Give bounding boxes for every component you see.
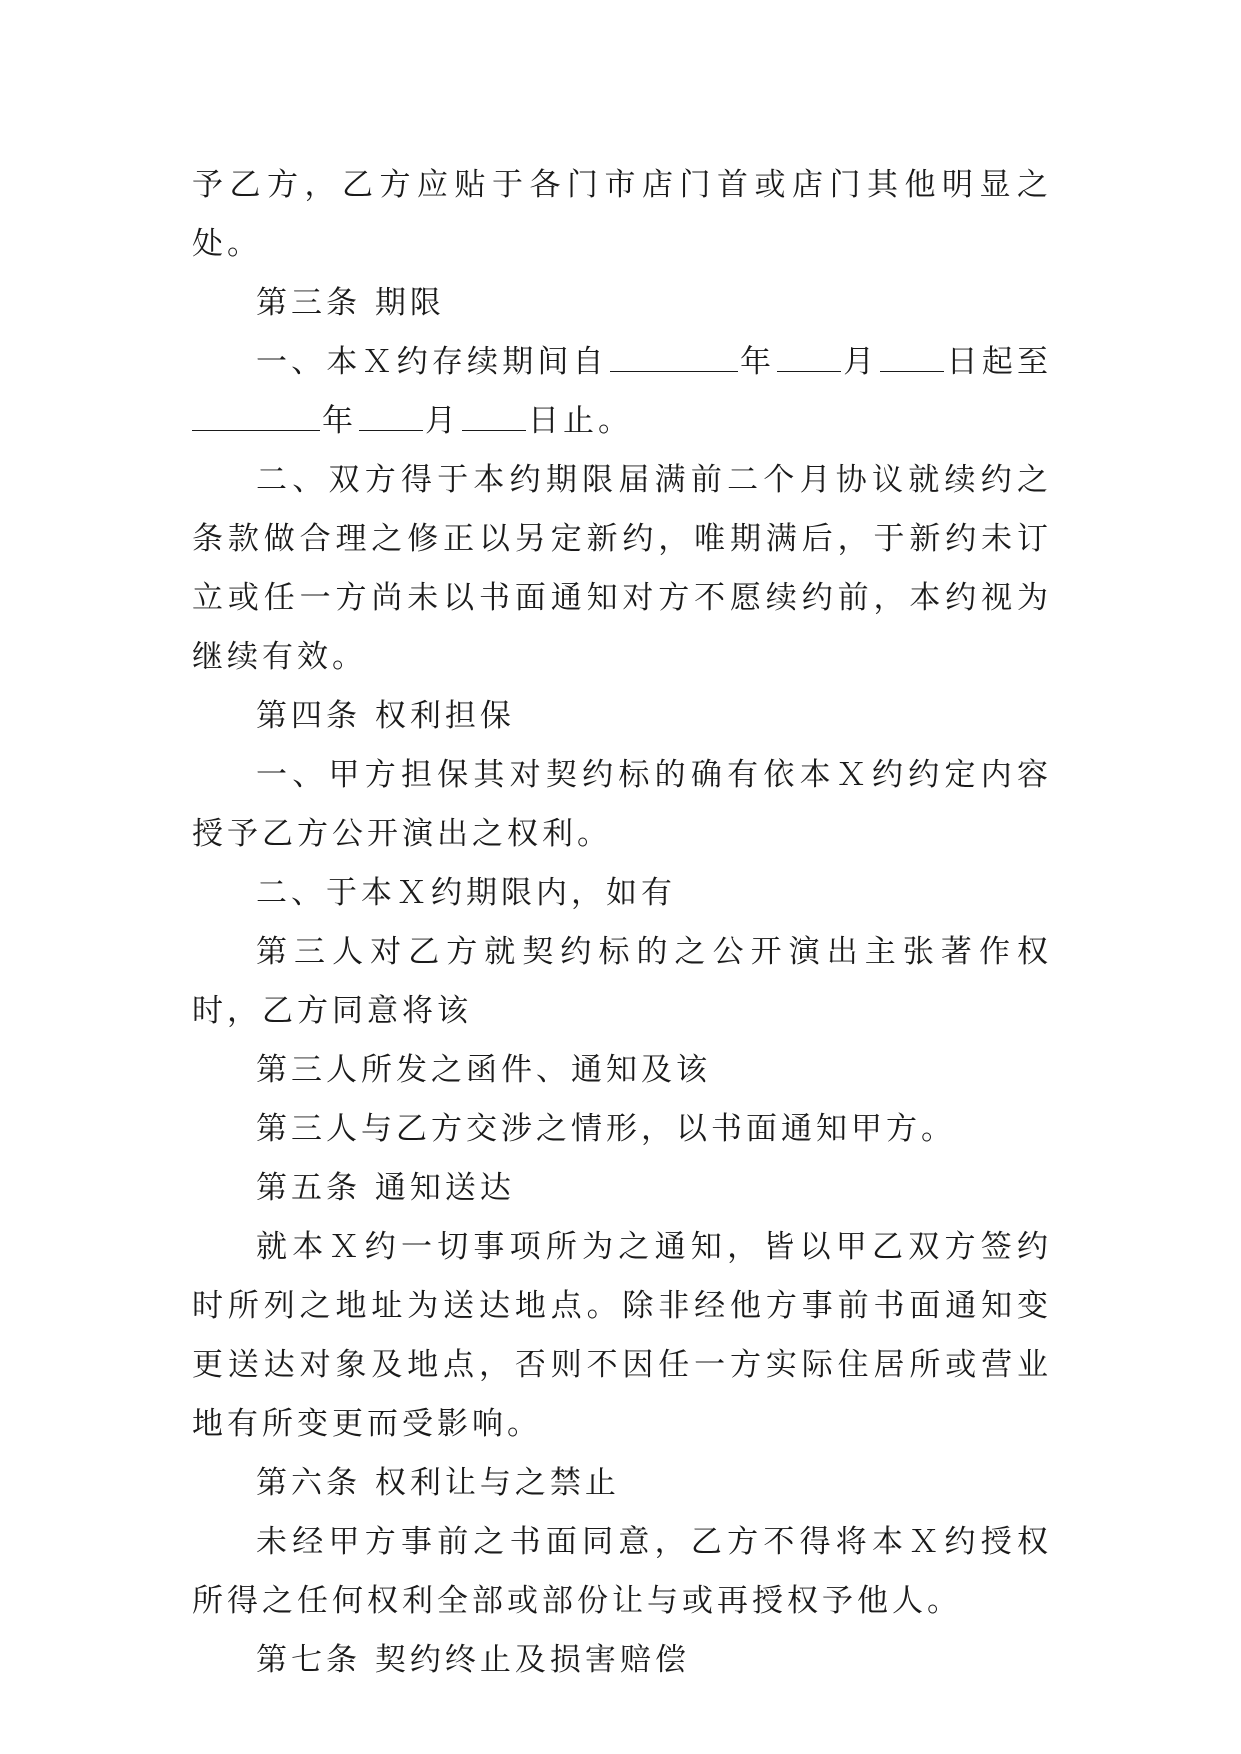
article-7-heading: 第七条 契约终止及损害赔偿 <box>256 1642 690 1678</box>
year-label: 年 <box>739 344 776 380</box>
article-4-clause-1: 一、甲方担保其对契约标的确有依本Ｘ约约定内容授予乙方公开演出之权利。 <box>192 757 1052 852</box>
article-5-heading: 第五条 通知送达 <box>256 1170 515 1206</box>
article-4-clause-2-cont-1: 第三人对乙方就契约标的之公开演出主张著作权时，乙方同意将该 <box>192 934 1052 1029</box>
article-4-clause-2-cont-2: 第三人所发之函件、通知及该 <box>256 1052 711 1088</box>
day-label: 日起至 <box>946 344 1053 380</box>
article-3-clause-1 <box>192 333 1052 451</box>
start-day-blank <box>880 337 944 372</box>
article-6-body: 未经甲方事前之书面同意，乙方不得将本Ｘ约授权所得之任何权利全部或部份让与或再授权予他人。 <box>192 1524 1052 1619</box>
article-4-clause-2: 二、于本Ｘ约期限内，如有 <box>256 875 676 911</box>
article-4-clause-2-cont-3: 第三人与乙方交涉之情形，以书面通知甲方。 <box>256 1111 956 1147</box>
article-5-body: 就本Ｘ约一切事项所为之通知，皆以甲乙双方签约时所列之地址为送达地点。除非经他方事前书面通知变更送达对象及地点，否则不因任一方实际住居所或营业地有所变更而受影响。 <box>192 1229 1052 1442</box>
article-3-heading: 第三条 期限 <box>256 285 445 321</box>
start-year-blank <box>610 337 738 372</box>
end-label: 日止。 <box>528 403 633 439</box>
paragraph-continuation: 予乙方，乙方应贴于各门市店门首或店门其他明显之处。 <box>192 167 1052 262</box>
end-month-blank <box>359 396 423 431</box>
article-4-heading: 第四条 权利担保 <box>256 698 515 734</box>
month-label-2: 月 <box>425 403 460 439</box>
document-body <box>192 156 1052 1690</box>
end-year-blank <box>192 396 320 431</box>
month-label: 月 <box>843 344 879 380</box>
start-month-blank <box>777 337 841 372</box>
end-day-blank <box>462 396 526 431</box>
article-3-clause-2: 二、双方得于本约期限届满前二个月协议就续约之条款做合理之修正以另定新约，唯期满后，于新约未订立或任一方尚未以书面通知对方不愿续约前，本约视为继续有效。 <box>192 462 1052 675</box>
clause-text: 一、本Ｘ约存续期间自 <box>256 344 608 380</box>
year-label-2: 年 <box>322 403 357 439</box>
article-6-heading: 第六条 权利让与之禁止 <box>256 1465 620 1501</box>
